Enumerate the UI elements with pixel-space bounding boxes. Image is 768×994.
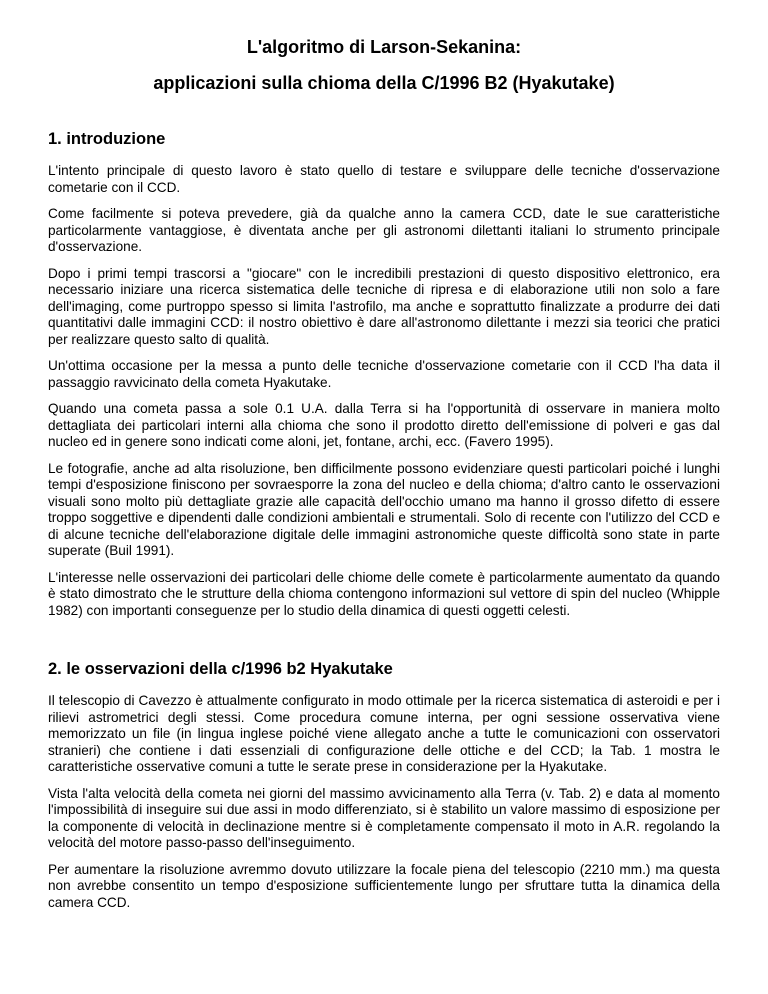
section-heading: 2. le osservazioni della c/1996 b2 Hyakutake [48,660,393,678]
paragraph: Per aumentare la risoluzione avremmo dovuto utilizzare la focale piena del telescopio (2210 mm.) ma questa non avrebbe consentito un tempo d'esposizione sufficientemente lungo per sfruttare tutta la dinamica della camera CCD. [48,861,720,910]
paragraph: L'intento principale di questo lavoro è stato quello di testare e sviluppare delle tecniche d'osservazione cometarie con il CCD. [48,163,720,195]
section-heading: 1. introduzione [48,130,166,148]
paragraph: Come facilmente si poteva prevedere, già da qualche anno la camera CCD, date le sue caratteristiche particolarmente vantaggiose, è diventata anche per gli astronomi dilettanti italiani lo strumento principale d'osservazione. [48,206,720,254]
section-osservazioni [48,659,720,911]
paragraph: Le fotografie, anche ad alta risoluzione, ben difficilmente possono evidenziare questi particolari poiché i lunghi tempi d'esposizione finiscono per sovraesporre la zona del nucleo e della chioma; d'altro canto le osservazioni visuali sono molto più dettagliate grazie alle capacità dell'occhio umano ma hanno il grosso difetto di essere troppo soggettive e dipendenti dalle condizioni ambientali e strumentali. Solo di recente con l'utilizzo del CCD e di alcune tecniche dell'elaborazione digitale delle immagini astronomiche queste difficoltà sono state in parte superate (Buil 1991). [48,460,720,558]
paragraph: Un'ottima occasione per la messa a punto delle tecniche d'osservazione cometarie con il CCD l'ha data il passaggio ravvicinato della cometa Hyakutake. [48,358,720,390]
document-title-line-2: applicazioni sulla chioma della C/1996 B2 (Hyakutake) [153,73,615,93]
paragraph: L'interesse nelle osservazioni dei particolari delle chiome delle comete è particolarmente aumentato da quando è stato dimostrato che le strutture della chioma contengono informazioni sul vettore di spin del nucleo (Whipple 1982) con importanti conseguenze per lo studio della dinamica di questi oggetti celesti. [48,569,720,618]
paragraph: Dopo i primi tempi trascorsi a "giocare" con le incredibili prestazioni di questo dispositivo elettronico, era necessario iniziare una ricerca sistematica delle tecniche di ripresa e di elaborazione utili non solo a fare dell'imaging, come purtroppo spesso si limita l'astrofilo, ma anche e soprattutto finalizzate a produrre dei dati quantitativi dalle immagini CCD: il nostro obiettivo è dare all'astronomo dilettante i mezzi sia teorici che pratici per realizzare questo salto di qualità. [48,265,720,347]
paragraph: Vista l'alta velocità della cometa nei giorni del massimo avvicinamento alla Terra (v. Tab. 2) e data al momento l'impossibilità di inseguire sui due assi in modo differenziato, si è stabilito un valore massimo di esposizione per la componente di velocità in declinazione mentre si è completamente compensato il moto in A.R. regolando la velocità del motore passo-passo dell'inseguimento. [48,785,720,850]
paragraph: Il telescopio di Cavezzo è attualmente configurato in modo ottimale per la ricerca sistematica di asteroidi e per i rilievi astrometrici degli stessi. Come procedura comune interna, per ogni sessione osservativa viene memorizzato un file (in lingua inglese poiché viene allegato anche a tutte le comunicazioni con osservatori stranieri) che contiene i dati essenziali di configurazione delle ottiche e del CCD; la Tab. 1 mostra le caratteristiche osservative comuni a tutte le serate prese in considerazione per la Hyakutake. [48,693,720,774]
paragraph: Quando una cometa passa a sole 0.1 U.A. dalla Terra si ha l'opportunità di osservare in maniera molto dettagliata dei particolari interni alla chioma che sono il prodotto diretto dell'emissione di polveri e gas dal nucleo ed in genere sono indicati come aloni, jet, fontane, archi, ecc. (Favero 1995). [48,401,720,449]
section-introduzione [48,129,720,619]
document-title-line-1: L'algoritmo di Larson-Sekanina: [246,37,522,57]
